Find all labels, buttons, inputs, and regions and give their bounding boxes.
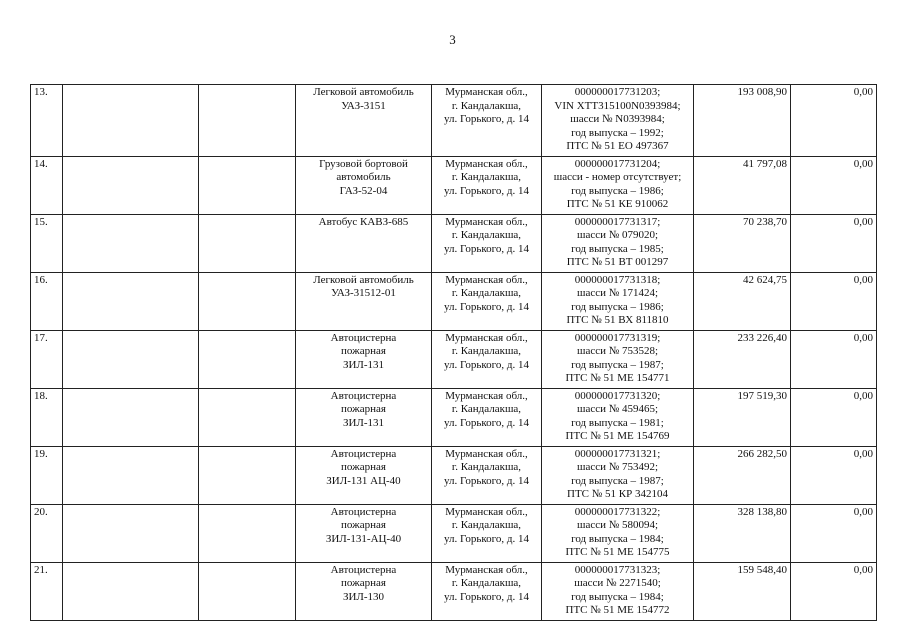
specification-line: год выпуска – 1985;	[571, 242, 664, 255]
residual-value-cell	[791, 214, 877, 272]
residual-value-cell	[791, 504, 877, 562]
row-number-cell	[31, 85, 63, 157]
specification-cell	[542, 504, 694, 562]
empty-cell	[63, 388, 199, 446]
specification-line: год выпуска – 1987;	[571, 474, 664, 487]
address-line: г. Кандалакша,	[451, 345, 522, 357]
table-body	[31, 85, 877, 621]
row-number-cell	[31, 504, 63, 562]
table-row	[31, 562, 877, 620]
asset-name-line: пожарная	[341, 345, 386, 357]
address-cell	[432, 272, 542, 330]
address-cell	[432, 85, 542, 157]
asset-name-line: Автоцистерна	[330, 331, 397, 344]
book-value: 159 548,40	[737, 563, 787, 576]
empty-cell	[63, 214, 199, 272]
asset-name-line: пожарная	[341, 577, 386, 589]
asset-name-line: ЗИЛ-131-АЦ-40	[325, 532, 402, 545]
specification-line: ПТС № 51 МЕ 154775	[565, 546, 670, 558]
asset-name-line: УАЗ-3151	[341, 99, 386, 112]
table-row	[31, 504, 877, 562]
residual-value: 0,00	[853, 447, 873, 460]
book-value-cell	[694, 446, 791, 504]
address-cell	[432, 504, 542, 562]
address-line: Мурманская обл.,	[445, 273, 528, 286]
book-value-cell	[694, 562, 791, 620]
address-line: ул. Горького, д. 14	[443, 590, 530, 603]
table-row	[31, 330, 877, 388]
specification-cell	[542, 388, 694, 446]
residual-value-cell	[791, 446, 877, 504]
residual-value: 0,00	[853, 86, 873, 98]
specification-cell	[542, 156, 694, 214]
book-value: 42 624,75	[743, 273, 787, 286]
address-line: Мурманская обл.,	[445, 447, 528, 460]
specification-line: 000000017731321;	[574, 447, 661, 460]
empty-cell	[63, 85, 199, 157]
empty-cell	[63, 272, 199, 330]
row-number: 19.	[34, 447, 48, 460]
asset-name-line: пожарная	[341, 403, 386, 415]
asset-name-line: ЗИЛ-130	[342, 590, 385, 603]
specification-line: год выпуска – 1986;	[571, 184, 664, 197]
specification-cell	[542, 446, 694, 504]
row-number: 18.	[34, 389, 48, 402]
row-number: 13.	[34, 86, 48, 98]
asset-name-cell	[296, 562, 432, 620]
book-value-cell	[694, 214, 791, 272]
specification-line: VIN XTT315100N0393984;	[554, 99, 681, 112]
specification-line: шасси № N0393984;	[570, 113, 665, 125]
book-value-cell	[694, 330, 791, 388]
asset-table	[30, 84, 877, 621]
empty-cell	[199, 446, 296, 504]
address-line: Мурманская обл.,	[445, 215, 528, 228]
asset-name-line: ЗИЛ-131	[342, 416, 385, 429]
empty-cell	[199, 330, 296, 388]
address-cell	[432, 156, 542, 214]
table-row	[31, 272, 877, 330]
address-line: г. Кандалакша,	[451, 403, 522, 415]
specification-cell	[542, 214, 694, 272]
specification-line: шасси № 753528;	[576, 345, 659, 357]
asset-name-cell	[296, 85, 432, 157]
asset-name-line: пожарная	[341, 461, 386, 473]
page-number: 3	[449, 32, 456, 47]
specification-line: 000000017731318;	[574, 273, 661, 286]
table-row	[31, 446, 877, 504]
residual-value: 0,00	[853, 273, 873, 286]
asset-name-line: Легковой автомобиль	[313, 86, 414, 98]
specification-line: ПТС № 51 МЕ 154769	[565, 430, 670, 442]
address-line: Мурманская обл.,	[445, 563, 528, 576]
asset-name-cell	[296, 446, 432, 504]
row-number: 15.	[34, 215, 48, 228]
residual-value: 0,00	[853, 563, 873, 576]
row-number: 20.	[34, 505, 48, 518]
specification-line: шасси № 753492;	[576, 461, 659, 473]
specification-cell	[542, 85, 694, 157]
asset-name-cell	[296, 330, 432, 388]
specification-line: год выпуска – 1992;	[571, 126, 664, 139]
address-cell	[432, 214, 542, 272]
address-cell	[432, 446, 542, 504]
empty-cell	[63, 330, 199, 388]
address-line: ул. Горького, д. 14	[443, 416, 530, 429]
address-line: ул. Горького, д. 14	[443, 358, 530, 371]
asset-name-line: ЗИЛ-131 АЦ-40	[326, 474, 401, 487]
empty-cell	[199, 388, 296, 446]
asset-name-cell	[296, 504, 432, 562]
asset-name-line: ГАЗ-52-04	[339, 184, 388, 197]
row-number-cell	[31, 562, 63, 620]
address-cell	[432, 562, 542, 620]
asset-name-line: Автоцистерна	[330, 389, 397, 402]
address-cell	[432, 330, 542, 388]
book-value: 197 519,30	[737, 389, 787, 402]
specification-cell	[542, 330, 694, 388]
address-line: ул. Горького, д. 14	[443, 242, 530, 255]
table-row	[31, 85, 877, 157]
asset-name-cell	[296, 272, 432, 330]
specification-line: 000000017731323;	[574, 563, 661, 576]
residual-value-cell	[791, 156, 877, 214]
asset-name-line: Автобус КАВЗ-685	[318, 215, 409, 228]
specification-line: ПТС № 51 ВТ 001297	[566, 256, 669, 268]
address-line: Мурманская обл.,	[445, 157, 528, 170]
specification-line: 000000017731322;	[574, 505, 661, 518]
specification-line: год выпуска – 1984;	[571, 590, 664, 603]
empty-cell	[199, 562, 296, 620]
address-line: ул. Горького, д. 14	[443, 184, 530, 197]
asset-name-line: пожарная	[341, 519, 386, 531]
asset-name-line: УАЗ-31512-01	[331, 287, 396, 299]
empty-cell	[199, 504, 296, 562]
specification-line: 000000017731203;	[574, 86, 661, 98]
residual-value: 0,00	[853, 157, 873, 170]
specification-line: шасси № 580094;	[576, 519, 659, 531]
address-line: Мурманская обл.,	[445, 389, 528, 402]
address-line: г. Кандалакша,	[451, 229, 522, 241]
asset-name-cell	[296, 388, 432, 446]
row-number-cell	[31, 388, 63, 446]
residual-value: 0,00	[853, 215, 873, 228]
row-number-cell	[31, 272, 63, 330]
specification-cell	[542, 272, 694, 330]
specification-line: год выпуска – 1981;	[571, 416, 664, 429]
empty-cell	[199, 85, 296, 157]
residual-value: 0,00	[853, 331, 873, 344]
empty-cell	[63, 156, 199, 214]
row-number-cell	[31, 446, 63, 504]
asset-name-line: ЗИЛ-131	[342, 358, 385, 371]
book-value-cell	[694, 85, 791, 157]
asset-name-line: Автоцистерна	[330, 563, 397, 576]
address-cell	[432, 388, 542, 446]
address-line: ул. Горького, д. 14	[443, 474, 530, 487]
address-line: г. Кандалакша,	[451, 171, 522, 183]
specification-line: ПТС № 51 ВХ 811810	[566, 314, 669, 326]
asset-name-cell	[296, 214, 432, 272]
address-line: ул. Горького, д. 14	[443, 532, 530, 545]
specification-line: ПТС № 51 КР 342104	[567, 488, 668, 500]
residual-value-cell	[791, 388, 877, 446]
address-line: ул. Горького, д. 14	[443, 113, 530, 125]
empty-cell	[63, 562, 199, 620]
row-number-cell	[31, 330, 63, 388]
specification-line: шасси № 2271540;	[574, 577, 661, 589]
book-value-cell	[694, 504, 791, 562]
specification-line: шасси № 459465;	[576, 403, 659, 415]
row-number: 17.	[34, 331, 48, 344]
specification-line: шасси - номер отсутствует;	[553, 171, 682, 183]
row-number: 14.	[34, 157, 48, 170]
address-line: ул. Горького, д. 14	[443, 300, 530, 313]
empty-cell	[199, 214, 296, 272]
book-value: 70 238,70	[743, 215, 787, 228]
specification-line: 000000017731319;	[574, 331, 661, 344]
book-value: 41 797,08	[743, 157, 787, 170]
specification-line: шасси № 171424;	[576, 287, 659, 299]
book-value: 193 008,90	[737, 86, 787, 98]
residual-value-cell	[791, 330, 877, 388]
address-line: г. Кандалакша,	[451, 519, 522, 531]
row-number: 21.	[34, 563, 48, 576]
empty-cell	[63, 446, 199, 504]
address-line: Мурманская обл.,	[445, 331, 528, 344]
row-number: 16.	[34, 273, 48, 286]
empty-cell	[199, 272, 296, 330]
specification-cell	[542, 562, 694, 620]
specification-line: 000000017731204;	[574, 157, 661, 170]
row-number-cell	[31, 156, 63, 214]
address-line: г. Кандалакша,	[451, 99, 522, 112]
table-row	[31, 214, 877, 272]
book-value-cell	[694, 272, 791, 330]
book-value-cell	[694, 156, 791, 214]
empty-cell	[63, 504, 199, 562]
residual-value-cell	[791, 562, 877, 620]
asset-name-line: Автоцистерна	[330, 447, 397, 460]
asset-name-line: Грузовой бортовой	[319, 157, 408, 170]
book-value: 266 282,50	[737, 447, 787, 460]
specification-line: год выпуска – 1984;	[571, 532, 664, 545]
specification-line: ПТС № 51 МЕ 154772	[565, 604, 670, 616]
specification-line: 000000017731317;	[574, 215, 661, 228]
specification-line: ПТС № 51 МЕ 154771	[565, 372, 670, 384]
book-value: 233 226,40	[737, 331, 787, 344]
empty-cell	[199, 156, 296, 214]
specification-line: 000000017731320;	[574, 389, 661, 402]
specification-line: шасси № 079020;	[576, 229, 659, 241]
specification-line: год выпуска – 1987;	[571, 358, 664, 371]
row-number-cell	[31, 214, 63, 272]
asset-name-line: Легковой автомобиль	[313, 273, 414, 286]
specification-line: ПТС № 51 КЕ 910062	[566, 198, 669, 210]
residual-value-cell	[791, 85, 877, 157]
address-line: г. Кандалакша,	[451, 461, 522, 473]
table-row	[31, 156, 877, 214]
residual-value: 0,00	[853, 505, 873, 518]
book-value: 328 138,80	[737, 505, 787, 518]
asset-name-line: Автоцистерна	[330, 505, 397, 518]
asset-name-cell	[296, 156, 432, 214]
specification-line: ПТС № 51 ЕО 497367	[566, 140, 669, 152]
address-line: Мурманская обл.,	[445, 86, 528, 98]
residual-value: 0,00	[853, 389, 873, 402]
book-value-cell	[694, 388, 791, 446]
address-line: г. Кандалакша,	[451, 577, 522, 589]
address-line: Мурманская обл.,	[445, 505, 528, 518]
address-line: г. Кандалакша,	[451, 287, 522, 299]
specification-line: год выпуска – 1986;	[571, 300, 664, 313]
asset-name-line: автомобиль	[336, 171, 391, 183]
residual-value-cell	[791, 272, 877, 330]
table-row	[31, 388, 877, 446]
